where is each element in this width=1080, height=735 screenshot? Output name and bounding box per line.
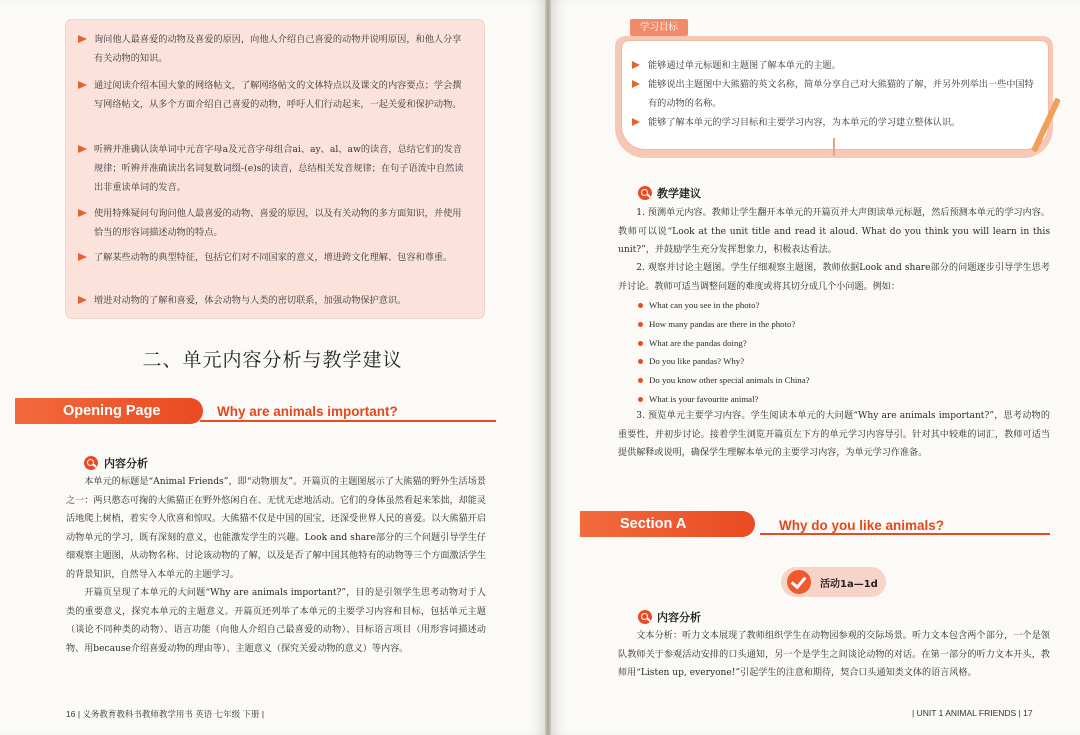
- objective-item: 通过阅读介绍本国大象的网络帖文，了解网络帖文的文体特点以及课文的内容要点；学会撰写网络帖文，从多个方面介绍自己喜爱的动物，呼吁人们行动起来，一起关爱和保护动物。: [78, 76, 470, 114]
- objective-item: 询问他人最喜爱的动物及喜爱的原因，向他人介绍自己喜爱的动物并说明原因，和他人分享有关动物的知识。: [78, 30, 470, 68]
- intro-paragraph: 本单元的标题是“Animal Friends”，即“动物朋友”。开篇页的主题图展示了大熊猫的野外生活场景之一：两只憨态可掬的大熊猫正在野外悠闲自在、无忧无虑地活动。它们的身体虽然看起来笨拙，却能灵活地爬上树梢，着实令人欣喜和惊叹。大熊猫不仅是中国的国宝，还深受世界人民的喜爱。以大熊猫开启动物单元的学习，既有深刻的意义，也能激发学生的兴趣。Look and share部分的三个问题引导学生仔细观察主题图，从动物名称、讨论该动物的了解，以及是否了解中国其他特有的动物等三个方面激活学生的背景知识，自然导入本单元的主题学习。: [66, 477, 486, 580]
- arrow-bullet-icon: [78, 209, 87, 217]
- dot-bullet-icon: [638, 378, 643, 383]
- banner-subtitle: Why are animals important?: [217, 404, 398, 419]
- question-item: How many pandas are there in the photo?: [638, 315, 1038, 334]
- banner-label: Opening Page: [15, 398, 203, 424]
- opening-page-banner: [15, 398, 485, 424]
- objective-item: 使用特殊疑问句询问他人最喜爱的动物、喜爱的原因，以及有关动物的多方面知识，并使用恰当的形容词描述动物的特点。: [78, 204, 470, 242]
- dot-bullet-icon: [638, 322, 643, 327]
- dot-bullet-icon: [638, 359, 643, 364]
- arrow-bullet-icon: [78, 81, 87, 89]
- question-item: Do you know other special animals in China?: [638, 371, 1038, 390]
- teaching-suggestions-heading: 教学建议: [657, 187, 701, 200]
- right-footer: | UNIT 1 ANIMAL FRIENDS | 17: [912, 708, 1033, 718]
- check-icon: [787, 570, 811, 594]
- activity-label: 活动1a—1d: [820, 579, 878, 590]
- content-analysis-heading: 内容分析: [657, 611, 701, 624]
- teaching-paragraph: 3. 预览单元主要学习内容。学生阅读本单元的大问题“Why are animals important?”，思考动物的重要性，并初步讨论。接着学生浏览开篇页左下方的单元学习内容导引。针对其中较难的词汇，教师可适当提供解释或说明，确保学生理解本单元的主要学习内容，为单元学习作准备。: [618, 411, 1050, 459]
- goal-item: 能够通过单元标题和主题图了解本单元的主题。: [632, 56, 1037, 75]
- goal-item: 能够说出主题图中大熊猫的英文名称，简单分享自己对大熊猫的了解，并另外列举出一些中国特有的动物的名称。: [632, 75, 1037, 113]
- question-list: [638, 296, 1038, 409]
- arrow-bullet-icon: [78, 145, 87, 153]
- intro-paragraph: 开篇页呈现了本单元的大问题“Why are animals important?”，目的是引领学生思考动物对于人类的重要意义，探究本单元的主题意义。开篇页还列举了本单元的主要学习内容和目标，包括单元主题（谈论不同种类的动物）、语言功能（向他人介绍自己最喜爱的动物）、目标语言项目（用形容词描述动物、用because介绍喜爱动物的理由等）、主题意义（探究关爱动物的意义）等内容。: [66, 588, 486, 654]
- question-item: What is your favourite animal?: [638, 390, 1038, 409]
- text-analysis-paragraph: 文本分析：听力文本展现了教师组织学生在动物园参观的交际场景。听力文本包含两个部分，一个是领队教师关于参观活动安排的口头通知，另一个是学生之间谈论动物的对话。在第一部分的听力文本开头，教师用“Listen up, everyone!”引起学生的注意和期待，契合口头通知类文体的语言风格。: [618, 631, 1050, 679]
- question-item: What are the pandas doing?: [638, 334, 1038, 353]
- learning-goals-tag: 学习目标: [630, 19, 688, 36]
- objective-item: 了解某些动物的典型特征，包括它们对不同国家的意义，增进跨文化理解、包容和尊重。: [78, 248, 470, 267]
- left-footer: 16 | 义务教育教科书教师教学用书 英语 七年级 下册 |: [66, 709, 265, 719]
- banner-subtitle: Why do you like animals?: [779, 518, 945, 533]
- magnifier-icon: [638, 610, 652, 624]
- arrow-bullet-icon: [78, 35, 87, 43]
- goal-item: 能够了解本单元的学习目标和主要学习内容，为本单元的学习建立整体认识。: [632, 113, 1037, 132]
- question-item: Do you like pandas? Why?: [638, 352, 1038, 371]
- triangle-bullet-icon: [632, 118, 640, 126]
- banner-rule: [200, 420, 496, 422]
- teaching-paragraph: 1. 预测单元内容。教师让学生翻开本单元的开篇页并大声朗读单元标题，然后预测本单元的学习内容。教师可以说“Look at the unit title and read it aloud. What do you think you will learn in this unit?”，并鼓励学生充分发挥想象力，积极表达看法。: [618, 208, 1050, 256]
- arrow-bullet-icon: [78, 296, 87, 304]
- objective-item: 听辨并准确认读单词中元音字母a及元音字母组合ai、ay、al、aw的读音，总结它们的发音规律；听辨并准确读出名词复数词缀-(e)s的读音，总结相关发音规律；在句子语流中自然读出非重读单词的发音。: [78, 140, 470, 197]
- banner-rule: [760, 533, 1050, 535]
- banner-label: Section A: [580, 511, 755, 537]
- arrow-bullet-icon: [78, 253, 87, 261]
- dot-bullet-icon: [638, 397, 643, 402]
- triangle-bullet-icon: [632, 61, 640, 69]
- section-title: 二、单元内容分析与教学建议: [142, 349, 403, 371]
- dot-bullet-icon: [638, 341, 643, 346]
- magnifier-icon: [84, 456, 98, 470]
- triangle-bullet-icon: [632, 80, 640, 88]
- dot-bullet-icon: [638, 303, 643, 308]
- teaching-paragraph: 2. 观察并讨论主题图。学生仔细观察主题图，教师依据Look and share部分的问题逐步引导学生思考并讨论。教师可适当调整问题的难度或将其切分成几个小问题。例如：: [618, 263, 1050, 292]
- objectives-box: [66, 20, 484, 318]
- question-item: What can you see in the photo?: [638, 296, 1038, 315]
- objective-item: 增进对动物的了解和喜爱，体会动物与人类的密切联系，加强动物保护意识。: [78, 291, 470, 310]
- content-analysis-heading: 内容分析: [104, 457, 148, 470]
- magnifier-icon: [638, 186, 652, 200]
- section-a-banner: [580, 511, 1050, 537]
